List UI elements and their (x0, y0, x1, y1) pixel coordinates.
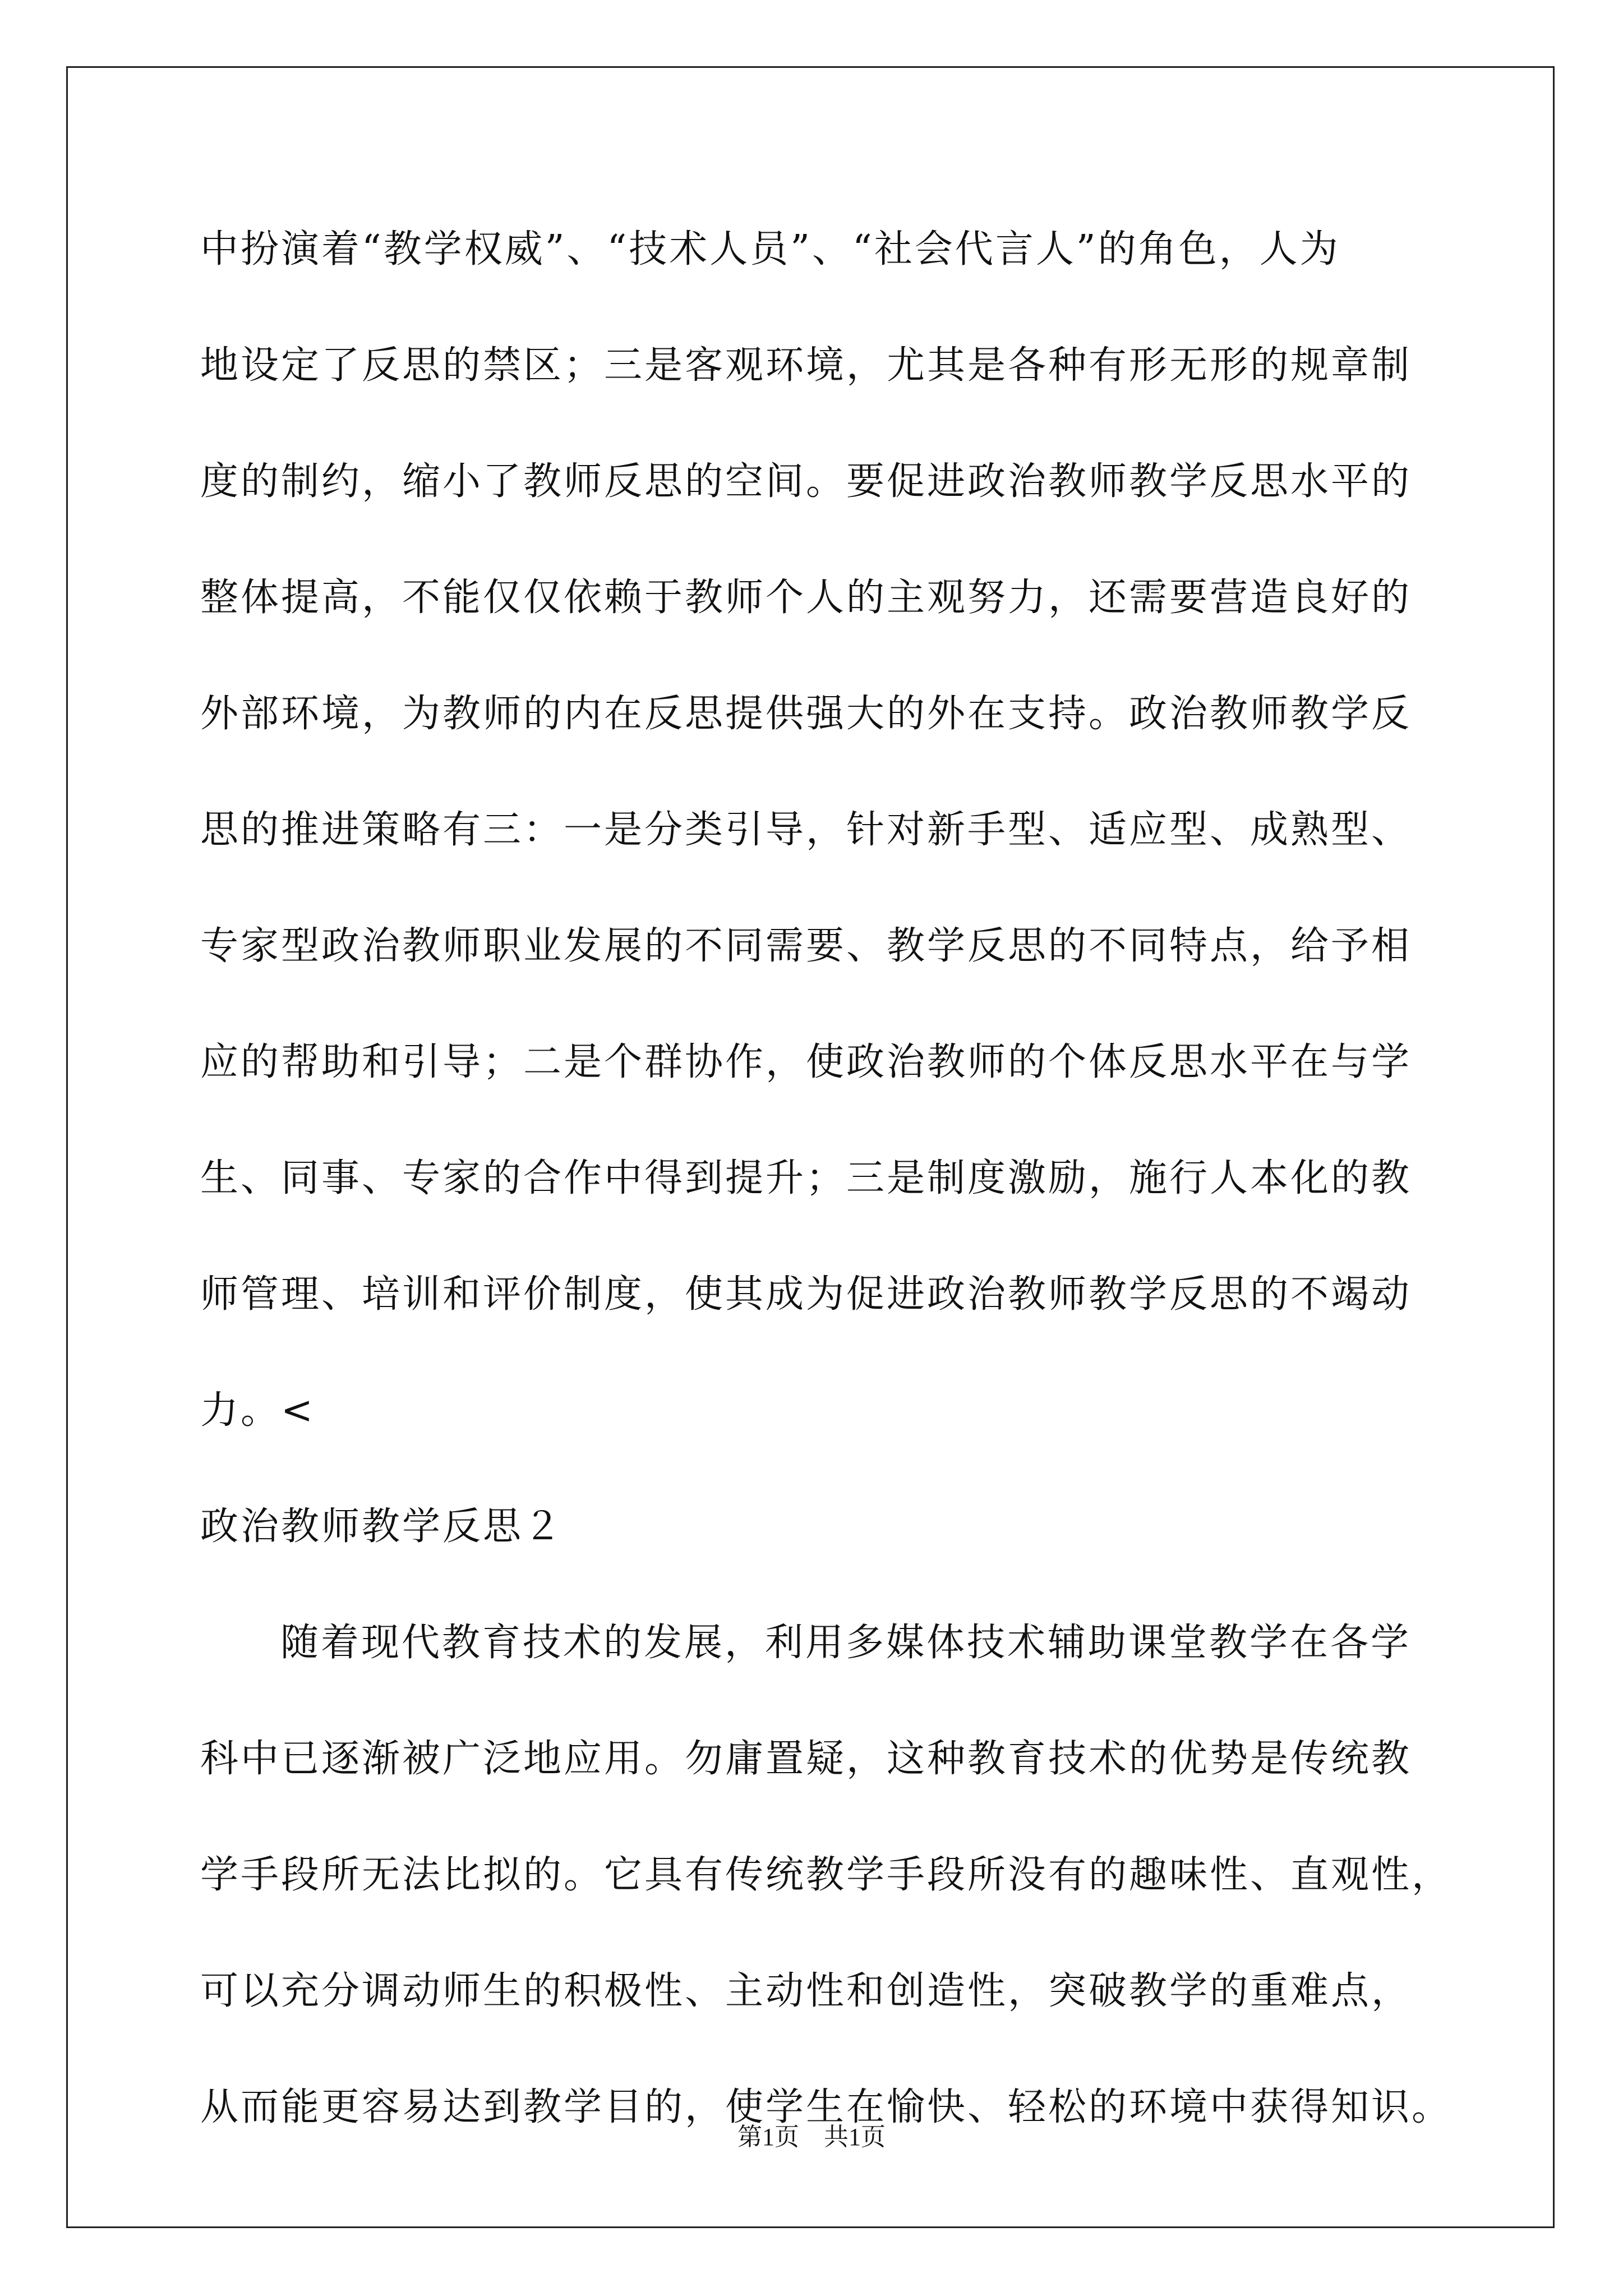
section-heading: 政治教师教学反思２ (200, 1504, 564, 1549)
text-line: 地设定了反思的禁区；三是客观环境，尤其是各种有形无形的规章制 (200, 343, 1412, 388)
text-line: 专家型政治教师职业发展的不同需要、教学反思的不同特点，给予相 (200, 924, 1412, 968)
text-line: 应的帮助和引导；二是个群协作，使政治教师的个体反思水平在与学 (200, 1040, 1412, 1084)
text-line: 从而能更容易达到教学目的，使学生在愉快、轻松的环境中获得知识。 (200, 2085, 1453, 2129)
text-line: 随着现代教育技术的发展，利用多媒体技术辅助课堂教学在各学 (280, 1621, 1412, 1665)
text-line: 学手段所无法比拟的。它具有传统教学手段所没有的趣味性、直观性， (200, 1853, 1453, 1897)
paragraph-1 (200, 215, 1440, 1492)
text-line: 中扮演着“教学权威”、“技术人员”、“社会代言人”的角色，人为 (200, 227, 1340, 272)
paragraph-2 (200, 1608, 1453, 2189)
text-line: 力。< (200, 1388, 315, 1433)
document-body (200, 215, 1453, 2189)
text-line: 师管理、培训和评价制度，使其成为促进政治教师教学反思的不竭动 (200, 1272, 1412, 1317)
text-line: 生、同事、专家的合作中得到提升；三是制度激励，施行人本化的教 (200, 1156, 1412, 1200)
text-line: 可以充分调动师生的积极性、主动性和创造性，突破教学的重难点， (200, 1969, 1412, 2013)
text-line: 度的制约，缩小了教师反思的空间。要促进政治教师教学反思水平的 (200, 459, 1412, 504)
text-line: 科中已逐渐被广泛地应用。勿庸置疑，这种教育技术的优势是传统教 (200, 1737, 1412, 1781)
text-line: 思的推进策略有三：一是分类引导，针对新手型、适应型、成熟型、 (200, 808, 1412, 852)
text-line: 整体提高，不能仅仅依赖于教师个人的主观努力，还需要营造良好的 (200, 576, 1412, 620)
page-number-footer: 第1页 共1页 (737, 2123, 886, 2151)
text-line: 外部环境，为教师的内在反思提供强大的外在支持。政治教师教学反 (200, 692, 1412, 736)
